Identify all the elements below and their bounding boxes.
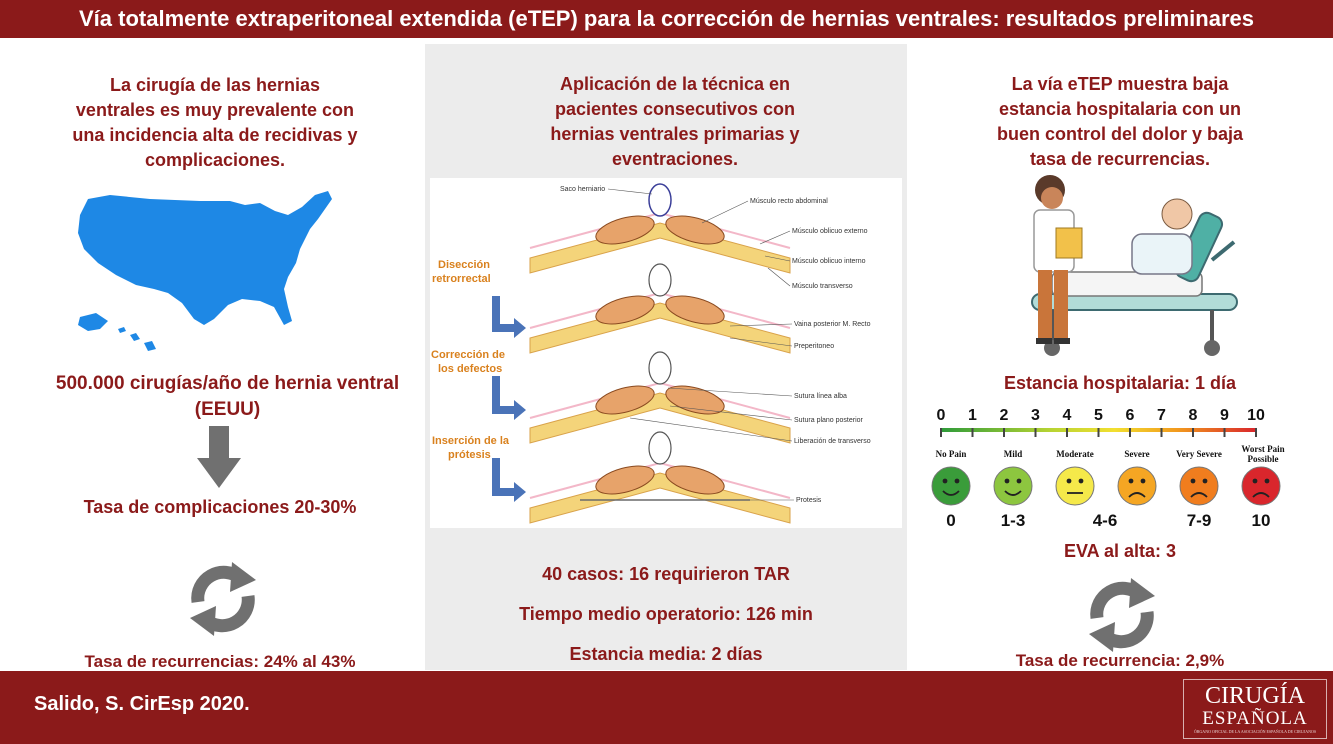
pain-range: 4-6 — [1092, 511, 1118, 530]
pain-range: 0 — [946, 511, 956, 530]
pain-number: 1 — [968, 407, 977, 424]
logo-line-1: CIRUGÍA — [1205, 683, 1305, 709]
step-label-1b: retrorrectal — [432, 273, 491, 285]
recurrence-cycle-icon — [178, 554, 268, 644]
hospital-stay-text: Estancia hospitalaria: 1 día — [1003, 373, 1237, 393]
pain-tick — [1066, 428, 1068, 437]
pain-category: No Pain — [935, 449, 967, 459]
left-column — [0, 44, 425, 670]
doctor-patient-bed-icon — [1012, 172, 1242, 362]
footer — [0, 671, 1333, 744]
pain-category: Severe — [1124, 449, 1150, 459]
citation-text: Salido, S. CirEsp 2020. — [34, 693, 250, 715]
right-column — [907, 44, 1333, 670]
logo-line-3: ÓRGANO OFICIAL DE LA ASOCIACIÓN ESPAÑOLA DE CIRUJANOS — [1193, 729, 1317, 734]
pain-tick — [1192, 428, 1194, 437]
header-title-bar — [0, 0, 1333, 38]
right-intro-text: La vía eTEP muestra baja estancia hospitalaria con un buen control del dolor y baja tasa de recurrencias. — [996, 74, 1244, 169]
pain-number: 7 — [1157, 407, 1166, 424]
step-label-1a: Disección — [438, 259, 490, 271]
pain-face-icon — [1242, 467, 1280, 505]
label-saco: Saco herniario — [560, 186, 606, 193]
usa-map-icon — [70, 189, 345, 364]
page-title: Vía totalmente extraperitoneal extendida (eTEP) para la corrección de hernias ventrales: resultados preliminares — [79, 6, 1254, 31]
down-arrow-icon — [197, 426, 241, 488]
left-intro-text: La cirugía de las hernias ventrales es muy prevalente con una incidencia alta de recidivas y complicaciones. — [72, 75, 358, 170]
eva-text: EVA al alta: 3 — [1063, 541, 1177, 561]
pain-tick — [972, 428, 974, 437]
label-liberacion: Liberación de transverso — [794, 438, 871, 445]
pain-range: 1-3 — [1000, 511, 1026, 530]
diagram-step-arrows — [492, 296, 526, 502]
label-sutura-plano: Sutura plano posterior — [794, 417, 863, 424]
surgeries-text: 500.000 cirugías/año de hernia ventral (EEUU) — [55, 373, 400, 420]
label-oblicuo-int: Músculo oblicuo interno — [792, 258, 866, 265]
pain-face-icon — [932, 467, 970, 505]
middle-intro-text: Aplicación de la técnica en pacientes consecutivos con hernias ventrales primarias y eventraciones. — [550, 74, 800, 169]
recurrence-cycle-icon-right — [1077, 570, 1167, 660]
journal-logo — [1183, 679, 1327, 739]
step-label-2a: Corrección de — [431, 349, 505, 361]
diagram-row-4 — [530, 432, 790, 523]
complications-text: Tasa de complicaciones 20-30% — [83, 497, 357, 517]
pain-face-icon — [1118, 467, 1156, 505]
label-recto: Músculo recto abdominal — [750, 198, 828, 205]
cases-text: 40 casos: 16 requirieron TAR — [542, 564, 790, 584]
label-sutura-alba: Sutura línea alba — [794, 393, 847, 400]
surgical-diagram — [430, 178, 902, 528]
pain-face-icon — [994, 467, 1032, 505]
pain-number: 6 — [1125, 407, 1135, 424]
pain-tick — [1161, 428, 1163, 437]
pain-tick — [1098, 428, 1100, 437]
pain-number: 0 — [936, 407, 946, 424]
pain-category: Moderate — [1056, 449, 1094, 459]
pain-category: Very Severe — [1176, 449, 1222, 459]
label-preperitoneo: Preperitoneo — [794, 343, 835, 350]
step-label-3a: Inserción de la — [432, 435, 510, 447]
pain-tick — [1003, 428, 1005, 437]
logo-line-2: ESPAÑOLA — [1202, 708, 1308, 729]
step-label-2b: los defectos — [438, 363, 503, 375]
label-protesis: Protesis — [796, 497, 822, 504]
pain-category: Possible — [1247, 454, 1279, 464]
surgical-diagram-svg — [430, 178, 902, 528]
pain-tick — [1255, 428, 1257, 437]
pain-number: 2 — [999, 407, 1009, 424]
pain-number: 10 — [1247, 407, 1265, 424]
time-text: Tiempo medio operatorio: 126 min — [519, 604, 813, 624]
pain-category: Worst Pain — [1241, 444, 1285, 454]
stay-text: Estancia media: 2 días — [569, 644, 763, 664]
right-recurrence-text: Tasa de recurrencia: 2,9% — [1015, 651, 1225, 670]
pain-tick — [940, 428, 942, 437]
diagram-row-3 — [530, 352, 790, 443]
left-recurrence-text: Tasa de recurrencias: 24% al 43% — [84, 652, 356, 671]
pain-face-icon — [1180, 467, 1218, 505]
pain-scale — [927, 402, 1312, 532]
pain-tick — [1129, 428, 1131, 437]
label-oblicuo-ext: Músculo oblicuo externo — [792, 228, 868, 235]
pain-number: 9 — [1220, 407, 1229, 424]
pain-number: 5 — [1094, 407, 1103, 424]
middle-column — [425, 44, 907, 670]
pain-category: Mild — [1003, 449, 1023, 459]
pain-tick — [1035, 428, 1037, 437]
pain-tick — [1224, 428, 1226, 437]
label-transverso: Músculo transverso — [792, 283, 853, 290]
pain-number: 8 — [1188, 407, 1198, 424]
step-label-3b: prótesis — [448, 449, 491, 461]
pain-number: 4 — [1062, 407, 1072, 424]
pain-scale-svg — [927, 402, 1312, 532]
diagram-row-2 — [530, 264, 790, 353]
pain-face-icon — [1056, 467, 1094, 505]
pain-number: 3 — [1031, 407, 1040, 424]
pain-range: 10 — [1251, 511, 1271, 530]
label-vaina: Vaina posterior M. Recto — [794, 321, 871, 328]
pain-range: 7-9 — [1186, 511, 1212, 530]
